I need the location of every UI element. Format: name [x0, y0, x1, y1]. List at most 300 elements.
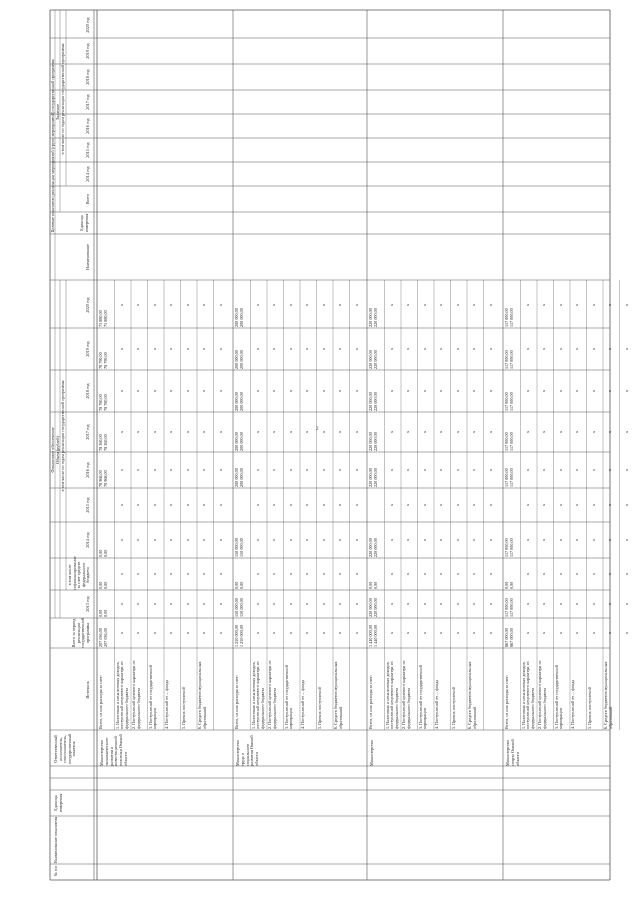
cell-dash: х: [574, 347, 579, 350]
cell-dash: х: [623, 572, 629, 575]
cell-dash: х: [574, 503, 579, 506]
header-ind-unit: Единица измерения: [79, 213, 89, 233]
source-label: 2. Поступлений целевого характера из федерального бюджета: [401, 660, 411, 729]
cell-dash: х: [524, 538, 530, 541]
cell-dash: х: [184, 538, 190, 541]
cell-dash: х: [541, 430, 546, 433]
cell-value: 220 000,00: [368, 432, 373, 451]
cell-dash: х: [287, 389, 293, 392]
cell-dash: х: [454, 572, 460, 575]
cell-dash: х: [454, 503, 460, 506]
cell-value: 220 000,00: [368, 538, 373, 557]
cell-value: 220 000,00: [373, 392, 378, 411]
header-ind-group: Целевые показатели реализации мероприятий (групп мероприятий) государственной программы: [50, 59, 55, 233]
cell-value: 220 000,00: [368, 598, 373, 617]
cell-dash: х: [388, 538, 394, 541]
cell-dash: х: [623, 602, 629, 605]
cell-dash: х: [353, 538, 359, 541]
cell-dash: х: [151, 602, 157, 605]
header-ind-year: 2018 год: [85, 69, 90, 85]
cell-dash: х: [574, 602, 579, 605]
cell-dash: х: [201, 538, 206, 541]
source-label: 5. Прочих поступлений: [450, 687, 456, 729]
cell-value: 150 000,00: [239, 538, 244, 557]
responsible-3: Министерство: [369, 740, 374, 766]
cell-dash: х: [304, 631, 309, 634]
cell-dash: х: [217, 503, 223, 506]
cell-dash: х: [590, 468, 596, 471]
cell-dash: х: [304, 503, 309, 506]
cell-dash: х: [388, 347, 394, 350]
cell-dash: х: [287, 430, 293, 433]
cell-dash: х: [487, 503, 493, 506]
cell-dash: х: [201, 572, 206, 575]
cell-dash: х: [623, 503, 629, 506]
cell-dash: х: [421, 503, 427, 506]
cell-dash: х: [524, 602, 530, 605]
cell-value: 117 000,00: [504, 432, 509, 451]
cell-value: 150 000,00: [239, 598, 244, 617]
cell-dash: х: [337, 503, 342, 506]
source-label: 3. Поступлений от государственной корпорации: [147, 665, 158, 729]
cell-dash: х: [254, 389, 260, 392]
cell-dash: х: [271, 572, 276, 575]
cell-dash: х: [607, 602, 612, 605]
cell-dash: х: [590, 503, 596, 506]
cell-dash: х: [168, 631, 173, 634]
cell-value: 75 880,00: [98, 310, 103, 327]
cell-dash: х: [405, 389, 410, 392]
cell-dash: х: [337, 631, 342, 634]
cell-dash: х: [201, 631, 206, 634]
cell-value: 0,00: [504, 581, 509, 589]
cell-value: 867 000,00: [504, 628, 509, 647]
cell-dash: х: [607, 468, 612, 471]
cell-dash: х: [151, 389, 157, 392]
cell-dash: х: [421, 468, 427, 471]
cell-value: 200 000,00: [234, 350, 239, 369]
cell-dash: х: [623, 303, 629, 306]
cell-value: 78 968,00: [98, 470, 103, 487]
cell-dash: х: [135, 347, 140, 350]
header-fin-group: Финансовое обеспечение: [50, 427, 55, 473]
cell-value: 867 000,00: [509, 628, 514, 647]
cell-dash: х: [438, 503, 443, 506]
cell-dash: х: [271, 303, 276, 306]
cell-dash: х: [184, 347, 190, 350]
cell-dash: х: [487, 468, 493, 471]
cell-dash: х: [118, 572, 124, 575]
cell-dash: х: [217, 468, 223, 471]
cell-dash: х: [454, 631, 460, 634]
cell-dash: х: [623, 430, 629, 433]
responsible-2: Министерство труда и социального развития Омской области: [235, 735, 260, 766]
cell-dash: х: [217, 631, 223, 634]
cell-dash: х: [574, 468, 579, 471]
header-num: № п/п: [53, 865, 58, 877]
cell-value: 117 000,00: [509, 598, 514, 617]
cell-value: 78 780,00: [98, 394, 103, 411]
cell-dash: х: [471, 303, 476, 306]
header-ind-year: 2017 год: [85, 94, 90, 110]
header-ind-name: Наименование: [85, 243, 90, 271]
cell-dash: х: [590, 303, 596, 306]
cell-value: 117 000,00: [509, 350, 514, 369]
cell-dash: х: [184, 468, 190, 471]
cell-dash: х: [217, 303, 223, 306]
cell-dash: х: [524, 572, 530, 575]
cell-dash: х: [304, 602, 309, 605]
cell-dash: х: [151, 538, 157, 541]
cell-dash: х: [524, 631, 530, 634]
cell-dash: х: [471, 389, 476, 392]
header-year: 2020 год: [85, 297, 90, 313]
cell-dash: х: [388, 572, 394, 575]
header-year: 2019 год: [85, 341, 90, 357]
cell-dash: х: [217, 572, 223, 575]
source-label: Всего, из них расходы за счет:: [368, 675, 373, 729]
source-label: 5. Прочих поступлений: [180, 687, 186, 729]
cell-dash: х: [623, 631, 629, 634]
cell-value: 78 790,00: [98, 352, 103, 369]
cell-value: 150 000,00: [234, 598, 239, 617]
cell-dash: х: [271, 347, 276, 350]
cell-dash: х: [590, 572, 596, 575]
cell-value: 220 000,00: [368, 308, 373, 327]
cell-dash: х: [590, 347, 596, 350]
cell-dash: х: [353, 468, 359, 471]
cell-dash: х: [405, 572, 410, 575]
cell-value: 78 360,00: [103, 434, 108, 451]
source-label: 4. Поступлений от ... фонда: [570, 679, 575, 729]
cell-dash: х: [524, 389, 530, 392]
cell-dash: х: [217, 389, 223, 392]
source-label: 1. Налоговых и неналоговых доходов, поступлений нецелевого характера из федерального бюджета: [250, 661, 266, 729]
cell-value: 78 968,00: [103, 470, 108, 487]
cell-dash: х: [487, 347, 493, 350]
cell-dash: х: [135, 631, 140, 634]
cell-dash: х: [168, 538, 173, 541]
cell-value: 0,00: [368, 581, 373, 589]
cell-value: 0,00: [98, 581, 103, 589]
cell-dash: х: [471, 538, 476, 541]
cell-value: 207 036,00: [103, 628, 108, 647]
responsible-1: Министерство экономического развития и инвестиционной политики Омской области: [99, 734, 128, 766]
cell-value: 78 780,00: [103, 394, 108, 411]
header-fin-sub2: в том числе по годам реализации государственной программы: [60, 380, 65, 492]
header-ind-year: 2019 год: [85, 43, 90, 59]
cell-dash: х: [388, 430, 394, 433]
cell-dash: х: [607, 430, 612, 433]
cell-dash: х: [623, 538, 629, 541]
cell-dash: х: [557, 430, 563, 433]
cell-value: 0,00: [98, 549, 103, 557]
cell-dash: х: [254, 631, 260, 634]
source-label: 1. Налоговых и неналоговых доходов, поступлений нецелевого характера из федерального бюджета: [114, 661, 130, 729]
cell-dash: х: [118, 538, 124, 541]
cell-value: 0,00: [98, 609, 103, 617]
cell-dash: х: [184, 389, 190, 392]
cell-dash: х: [118, 347, 124, 350]
cell-dash: х: [541, 631, 546, 634]
cell-dash: х: [135, 389, 140, 392]
cell-dash: х: [541, 538, 546, 541]
cell-dash: х: [201, 430, 206, 433]
cell-dash: х: [421, 538, 427, 541]
cell-dash: х: [353, 631, 359, 634]
header-responsible: Ответственный исполнитель, соисполнитель, государственный заказчик: [53, 733, 77, 765]
cell-dash: х: [454, 602, 460, 605]
cell-dash: х: [337, 468, 342, 471]
cell-dash: х: [557, 538, 563, 541]
cell-dash: х: [135, 430, 140, 433]
cell-dash: х: [304, 572, 309, 575]
cell-dash: х: [287, 503, 293, 506]
cell-dash: х: [118, 468, 124, 471]
cell-dash: х: [217, 602, 223, 605]
cell-dash: х: [135, 538, 140, 541]
cell-dash: х: [254, 303, 260, 306]
cell-dash: х: [590, 602, 596, 605]
source-label: 3. Поступлений от государственной корпорации: [553, 665, 564, 729]
cell-value: 117 000,00: [504, 392, 509, 411]
cell-dash: х: [438, 347, 443, 350]
cell-dash: х: [353, 303, 359, 306]
cell-value: 220 000,00: [373, 432, 378, 451]
cell-dash: х: [118, 503, 124, 506]
cell-dash: х: [254, 503, 260, 506]
cell-dash: х: [471, 468, 476, 471]
header-total: Всего за период реализации государственной программы: [71, 618, 90, 648]
source-label: 6. Средств бюджетов муниципальных образований: [603, 661, 613, 729]
cell-dash: х: [337, 303, 342, 306]
cell-value: 117 000,00: [504, 598, 509, 617]
source-label: 2. Поступлений целевого характера из федерального бюджета: [131, 660, 141, 729]
cell-dash: х: [254, 430, 260, 433]
source-label: Всего, из них расходы за счет:: [504, 675, 509, 729]
cell-value: 0,00: [509, 581, 514, 589]
responsible-4: Министерство спорта Омской области: [505, 739, 520, 766]
cell-dash: х: [405, 538, 410, 541]
header-ind-year: 2015 год: [85, 142, 90, 158]
cell-dash: х: [541, 602, 546, 605]
cell-dash: х: [337, 538, 342, 541]
cell-dash: х: [320, 347, 326, 350]
source-label: 2. Поступлений целевого характера из федерального бюджета: [537, 660, 547, 729]
cell-dash: х: [388, 389, 394, 392]
cell-value: 200 000,00: [239, 468, 244, 487]
cell-dash: х: [271, 503, 276, 506]
cell-dash: х: [151, 468, 157, 471]
cell-dash: х: [623, 468, 629, 471]
cell-dash: х: [471, 347, 476, 350]
cell-dash: х: [135, 602, 140, 605]
cell-dash: х: [405, 503, 410, 506]
cell-dash: х: [524, 503, 530, 506]
cell-dash: х: [151, 303, 157, 306]
cell-dash: х: [524, 347, 530, 350]
cell-dash: х: [135, 572, 140, 575]
header-ind-sub: Значение: [55, 103, 60, 121]
source-label: 4. Поступлений от ... фонда: [164, 679, 169, 729]
cell-dash: х: [337, 602, 342, 605]
cell-value: 78 360,00: [98, 434, 103, 451]
cell-value: 220 000,00: [368, 468, 373, 487]
cell-value: 220 000,00: [373, 308, 378, 327]
cell-dash: х: [320, 503, 326, 506]
cell-dash: х: [168, 572, 173, 575]
header-year: 2018 год: [85, 383, 90, 399]
cell-dash: х: [118, 389, 124, 392]
cell-dash: х: [574, 303, 579, 306]
cell-dash: х: [607, 303, 612, 306]
cell-dash: х: [487, 430, 493, 433]
cell-value: 200 000,00: [239, 432, 244, 451]
cell-value: 75 880,00: [103, 310, 108, 327]
cell-dash: х: [168, 602, 173, 605]
header-year: 2015 год: [85, 497, 90, 513]
cell-dash: х: [574, 572, 579, 575]
cell-dash: х: [421, 303, 427, 306]
cell-dash: х: [271, 631, 276, 634]
cell-dash: х: [541, 503, 546, 506]
cell-dash: х: [168, 468, 173, 471]
cell-dash: х: [471, 572, 476, 575]
cell-dash: х: [287, 631, 293, 634]
cell-dash: х: [541, 468, 546, 471]
cell-dash: х: [320, 572, 326, 575]
cell-dash: х: [217, 538, 223, 541]
cell-dash: х: [421, 430, 427, 433]
cell-dash: х: [135, 503, 140, 506]
source-label: 1. Налоговых и неналоговых доходов, поступлений нецелевого характера из федерального бюджета: [384, 661, 400, 729]
cell-dash: х: [574, 389, 579, 392]
cell-dash: х: [254, 347, 260, 350]
cell-dash: х: [388, 631, 394, 634]
header-source: Источник: [85, 681, 90, 699]
cell-dash: х: [353, 572, 359, 575]
cell-dash: х: [287, 572, 293, 575]
cell-dash: х: [151, 503, 157, 506]
cell-dash: х: [421, 347, 427, 350]
source-label: 6. Средств бюджетов муниципальных образований: [197, 661, 207, 729]
cell-dash: х: [271, 538, 276, 541]
cell-dash: х: [287, 538, 293, 541]
cell-dash: х: [135, 468, 140, 471]
cell-dash: х: [254, 468, 260, 471]
cell-dash: х: [487, 538, 493, 541]
cell-dash: х: [118, 602, 124, 605]
cell-dash: х: [304, 430, 309, 433]
cell-dash: х: [151, 347, 157, 350]
header-ind-year: 2016 год: [85, 118, 90, 134]
header-unit: Единица измерения: [53, 793, 63, 813]
cell-value: 150 000,00: [234, 538, 239, 557]
cell-value: 220 000,00: [368, 350, 373, 369]
source-label: 4. Поступлений от ... фонда: [300, 679, 305, 729]
cell-dash: х: [405, 602, 410, 605]
cell-dash: х: [541, 389, 546, 392]
cell-dash: х: [287, 468, 293, 471]
cell-dash: х: [337, 572, 342, 575]
cell-dash: х: [337, 430, 342, 433]
header-name: Наименование показателя: [53, 816, 58, 864]
cell-dash: х: [557, 389, 563, 392]
cell-dash: х: [151, 430, 157, 433]
cell-dash: х: [201, 389, 206, 392]
cell-dash: х: [320, 538, 326, 541]
cell-dash: х: [168, 503, 173, 506]
cell-dash: х: [405, 468, 410, 471]
cell-dash: х: [557, 572, 563, 575]
cell-dash: х: [118, 631, 124, 634]
source-label: 3. Поступлений от государственной корпорации: [417, 665, 428, 729]
cell-dash: х: [320, 389, 326, 392]
cell-dash: х: [574, 430, 579, 433]
cell-value: 1 250 000,00: [234, 625, 239, 647]
cell-dash: х: [590, 538, 596, 541]
cell-dash: х: [304, 303, 309, 306]
cell-dash: х: [201, 303, 206, 306]
cell-dash: х: [184, 430, 190, 433]
cell-dash: х: [471, 631, 476, 634]
cell-value: 200 000,00: [239, 308, 244, 327]
rotated-table-sheet: [50, 10, 629, 880]
cell-dash: х: [320, 631, 326, 634]
cell-value: 117 000,00: [509, 308, 514, 327]
cell-value: 117 000,00: [509, 432, 514, 451]
table-grid: [50, 10, 610, 880]
cell-dash: х: [438, 303, 443, 306]
cell-dash: х: [271, 602, 276, 605]
cell-dash: х: [201, 347, 206, 350]
header-year: 2014 год: [85, 532, 90, 548]
cell-dash: х: [405, 347, 410, 350]
cell-dash: х: [454, 538, 460, 541]
cell-dash: х: [184, 303, 190, 306]
cell-value: 200 000,00: [234, 468, 239, 487]
cell-dash: х: [454, 389, 460, 392]
cell-dash: х: [607, 503, 612, 506]
cell-dash: х: [388, 303, 394, 306]
cell-value: 117 000,00: [509, 468, 514, 487]
cell-value: 0,00: [103, 581, 108, 589]
cell-value: 117 000,00: [509, 538, 514, 557]
header-2013-fed: в том числе софинансирование за счет средств федерального бюджета: [67, 556, 91, 590]
source-label: 6. Средств бюджетов муниципальных образований: [467, 661, 477, 729]
cell-dash: х: [607, 389, 612, 392]
cell-dash: х: [254, 538, 260, 541]
cell-dash: х: [304, 468, 309, 471]
cell-dash: х: [421, 572, 427, 575]
cell-value: 117 000,00: [504, 350, 509, 369]
cell-value: 200 000,00: [239, 350, 244, 369]
source-label: 2. Поступлений целевого характера из федерального бюджета: [267, 660, 277, 729]
cell-dash: х: [254, 572, 260, 575]
cell-dash: х: [337, 389, 342, 392]
cell-dash: х: [271, 430, 276, 433]
header-year: 2016 год: [85, 462, 90, 478]
cell-dash: х: [487, 572, 493, 575]
cell-dash: х: [254, 602, 260, 605]
page-number: 2: [316, 427, 319, 432]
cell-value: 0,00: [103, 609, 108, 617]
header-fin-sub: Объем (рублей): [55, 436, 60, 464]
cell-dash: х: [574, 631, 579, 634]
cell-dash: х: [421, 389, 427, 392]
source-label: 4. Поступлений от ... фонда: [434, 679, 439, 729]
cell-dash: х: [271, 389, 276, 392]
